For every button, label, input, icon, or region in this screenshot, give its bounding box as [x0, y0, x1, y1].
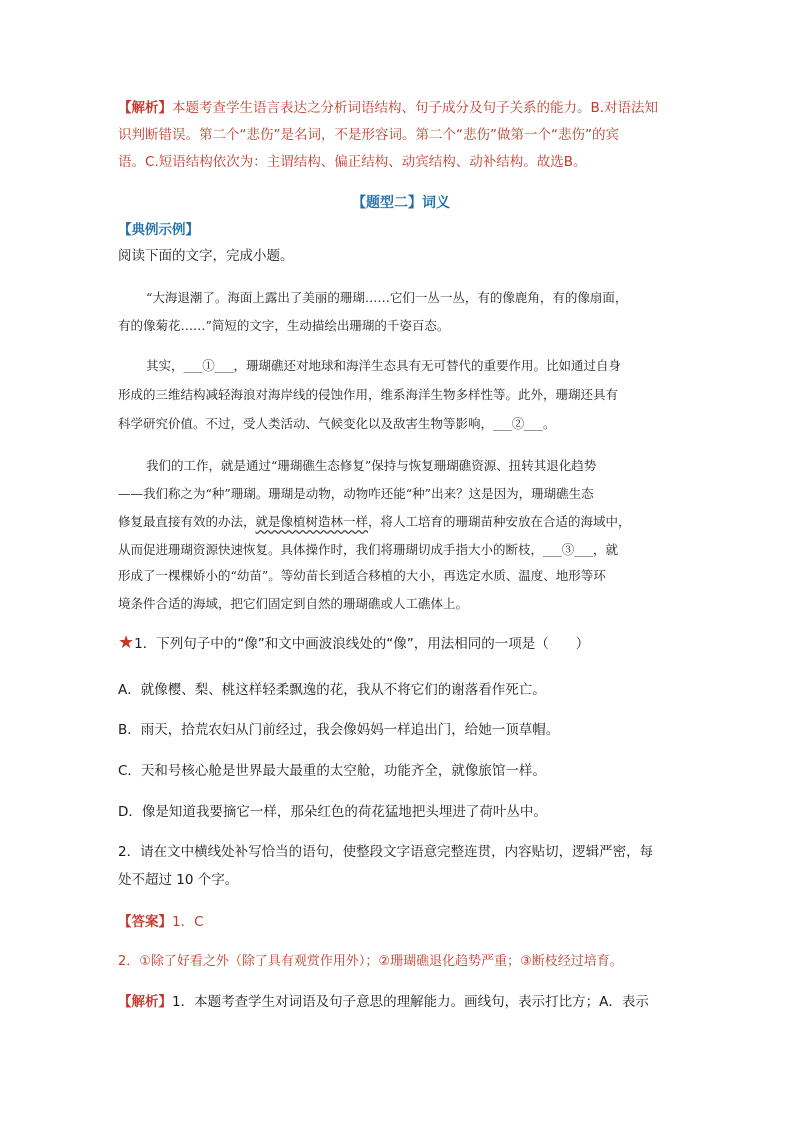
question-text: 1．下列句子中的“像”和文中画波浪线处的“像”，用法相同的一项是（ ）: [134, 636, 590, 652]
option-a: A．就像樱、梨、桃这样轻柔飘逸的花，我从不将它们的谢落看作死亡。: [118, 682, 546, 698]
section-title: 【题型二】词义: [352, 195, 450, 211]
analysis-text: 1．本题考查学生对词语及句子意思的理解能力。画线句，表示打比方；A．表示: [172, 994, 649, 1010]
passage-p2-line-3: 科学研究价值。不过，受人类活动、气候变化以及敌害生物等影响，___②___。: [118, 416, 556, 431]
analysis-tag: 【解析】: [118, 100, 172, 116]
analysis-paragraph-line-1: [118, 96, 658, 116]
passage-p3-line-6: 境条件合适的海域，把它们固定到自然的珊瑚礁或人工礁体上。: [118, 596, 469, 611]
passage-p3-line-4: 从而促进珊瑚资源快速恢复。具体操作时，我们将珊瑚切成手指大小的断枝，___③___，就: [118, 542, 619, 557]
analysis-text: 本题考查学生语言表达之分析词语结构、句子成分及句子关系的能力。B.对语法知: [172, 100, 659, 116]
answer-line-1: [118, 910, 204, 930]
option-c: C．天和号核心舱是世界最大最重的太空舱，功能齐全，就像旅馆一样。: [118, 763, 546, 779]
passage-p1-line-1: “大海退潮了。海面上露出了美丽的珊瑚……它们一丛一丛，有的像鹿角，有的像扇面，: [146, 290, 628, 305]
analysis-paragraph-line-2: 识判断错误。第二个“悲伤”是名词，不是形容词。第二个“悲伤”做第一个“悲伤”的宾: [118, 127, 619, 143]
wavy-underlined-phrase: 就是像植树造林一样: [255, 514, 369, 529]
question-2-line-1: 2．请在文中横线处补写恰当的语句，使整段文字语意完整连贯，内容贴切，逻辑严密，每: [118, 844, 654, 860]
question-2-line-2: 处不超过 10 个字。: [118, 872, 239, 888]
option-b: B．雨天，拾荒农妇从门前经过，我会像妈妈一样追出门，给她一顶草帽。: [118, 722, 560, 738]
passage-p3-line-1: 我们的工作，就是通过“珊瑚礁生态修复”保持与恢复珊瑚礁资源、扭转其退化趋势: [146, 458, 597, 473]
analysis-tag: 【解析】: [118, 994, 172, 1010]
answer-line-2: 2．①除了好看之外（除了具有观赏作用外）；②珊瑚礁退化趋势严重；③断枝经过培育。: [118, 954, 623, 969]
passage-p1-line-2: 有的像菊花……”简短的文字，生动描绘出珊瑚的千姿百态。: [118, 318, 450, 333]
answer-1: 1．C: [172, 914, 204, 930]
passage-text: 修复最直接有效的办法，: [118, 514, 256, 529]
instruction: 阅读下面的文字，完成小题。: [118, 248, 294, 264]
question-1-stem: [118, 632, 589, 653]
analysis-paragraph-line-3: 语。C.短语结构依次为：主谓结构、偏正结构、动宾结构、动补结构。故选B。: [118, 154, 587, 170]
passage-text: ，将人工培育的珊瑚苗种安放在合适的海域中，: [368, 514, 631, 529]
analysis-2-line-1: [118, 990, 649, 1010]
option-d: D．像是知道我要摘它一样，那朵红色的荷花猛地把头埋进了荷叶丛中。: [118, 804, 547, 820]
passage-p3-line-5: 形成了一棵棵娇小的“幼苗”。等幼苗长到适合移植的大小，再选定水质、温度、地形等环: [118, 568, 606, 583]
passage-p2-line-2: 形成的三维结构减轻海浪对海岸线的侵蚀作用，维系海洋生物多样性等。此外，珊瑚还具有: [118, 387, 619, 402]
example-tag: 【典例示例】: [118, 222, 199, 238]
star-icon: ★: [118, 632, 135, 653]
passage-p3-line-3: [118, 512, 631, 530]
answer-tag: 【答案】: [118, 914, 172, 930]
passage-p3-line-2: ——我们称之为“种”珊瑚。珊瑚是动物，动物咋还能“种”出来？这是因为，珊瑚礁生态: [118, 486, 594, 501]
passage-p2-line-1: 其实，___①___，珊瑚礁还对地球和海洋生态具有无可替代的重要作用。比如通过自身: [146, 358, 622, 373]
